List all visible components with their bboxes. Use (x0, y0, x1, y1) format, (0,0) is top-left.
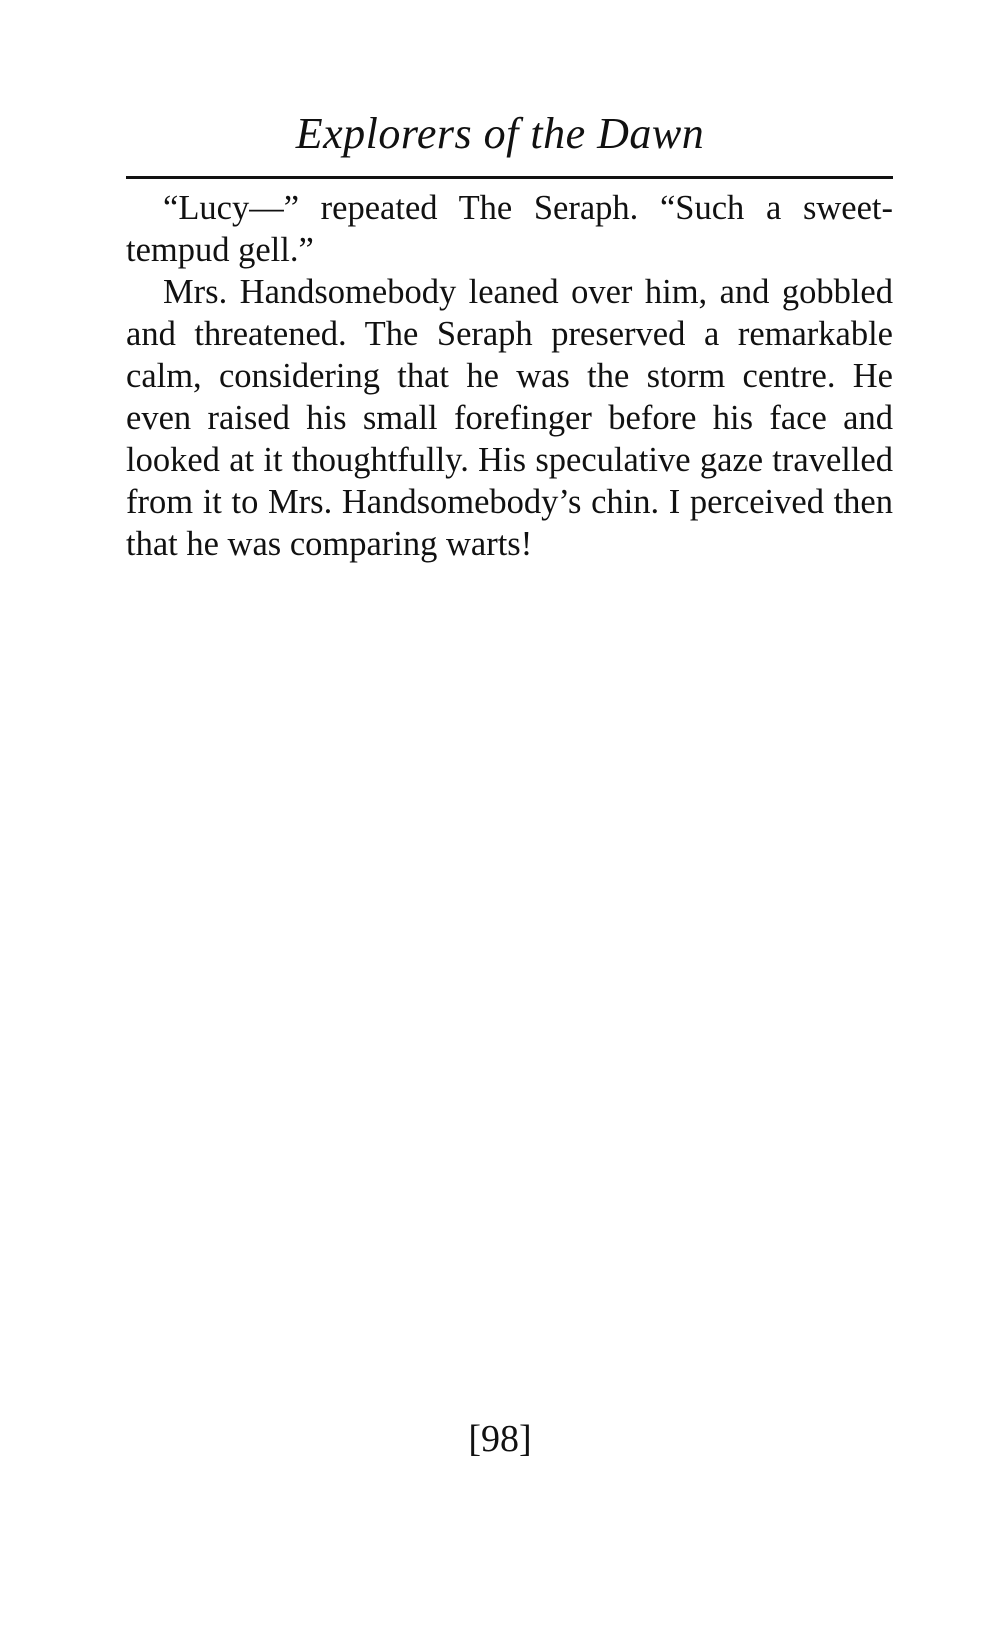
paragraph: “Lucy—” repeated The Seraph. “Such a sweet-tempud gell.” (126, 189, 893, 269)
header-rule (126, 176, 893, 179)
page-number: [98] (468, 1418, 532, 1460)
body-text (126, 187, 893, 565)
running-head-title: Explorers of the Dawn (295, 109, 705, 158)
paragraph: Mrs. Handsomebody leaned over him, and gobbled and threatened. The Seraph preserved a remarkable calm, considering that he was the storm centre. He even raised his small forefinger before his face and looked at it thoughtfully. His speculative gaze travelled from it to Mrs. Handsomebody’s chin. I perceived then that he was comparing warts! (126, 273, 893, 563)
